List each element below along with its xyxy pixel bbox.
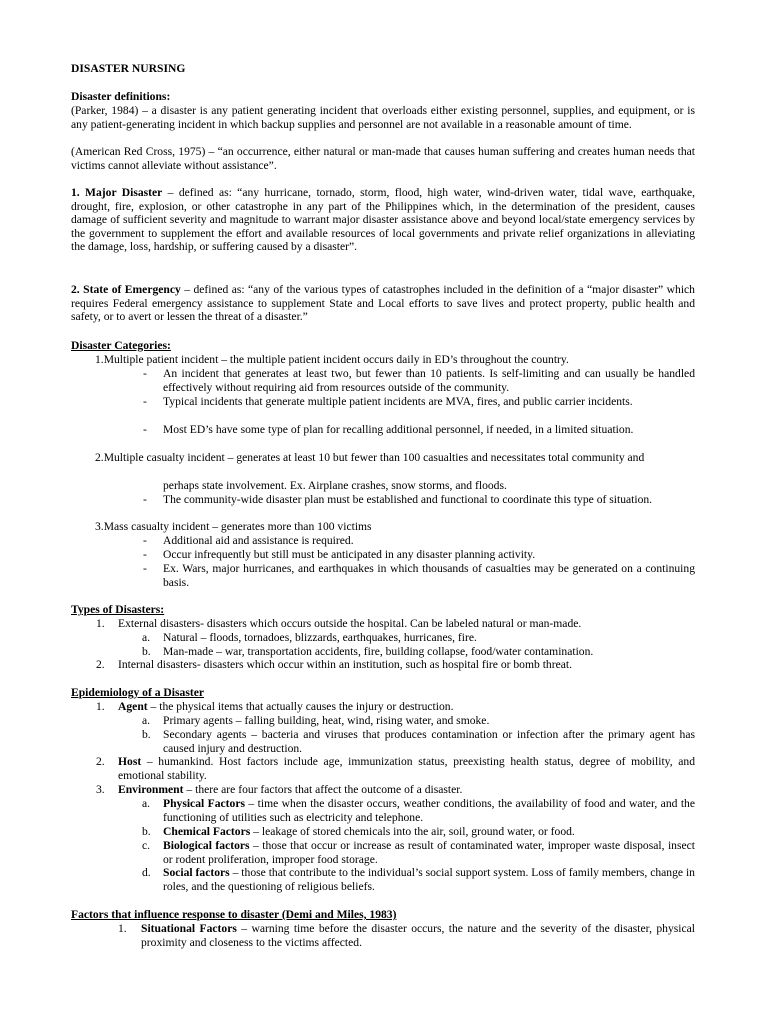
epi-agent-primary: Primary agents – falling building, heat, wind, rising water, and smoke. xyxy=(163,714,490,727)
env-biological xyxy=(163,839,695,866)
type-external: External disasters- disasters which occurs outside the hospital. Can be labeled natural or man-made. xyxy=(118,617,582,630)
env-social-text: – those that contribute to the individual’s social support system. Loss of family members, change in roles, and the questioning of religious beliefs. xyxy=(163,866,695,893)
type-man-made: Man-made – war, transportation accidents, fire, building collapse, food/water contamination. xyxy=(163,645,594,658)
env-social-label: Social factors xyxy=(163,866,230,879)
env-social xyxy=(163,866,695,893)
list-number: 1. xyxy=(118,922,127,935)
epi-agent-label: Agent xyxy=(118,700,148,713)
list-letter: b. xyxy=(142,728,151,741)
list-number: 2. xyxy=(96,755,105,768)
epi-agent-text: – the physical items that actually causes the injury or destruction. xyxy=(147,700,454,713)
factor-situational xyxy=(141,922,695,949)
bullet-dash: - xyxy=(143,367,147,380)
category-1-bullet: Typical incidents that generate multiple patient incidents are MVA, fires, and public carrier incidents. xyxy=(163,395,633,408)
env-physical-text: – time when the disaster occurs, weather conditions, the availability of food and water, and the functioning of utilities such as electricity and telephone. xyxy=(163,797,695,824)
category-3: 3.Mass casualty incident – generates more than 100 victims xyxy=(95,520,372,533)
bullet-dash: - xyxy=(143,395,147,408)
category-1: 1.Multiple patient incident – the multiple patient incident occurs daily in ED’s throughout the country. xyxy=(95,353,569,366)
category-2 xyxy=(95,451,695,465)
env-chemical-text: – leakage of stored chemicals into the air, soil, ground water, or food. xyxy=(250,825,575,838)
epi-agent-secondary: Secondary agents – bacteria and viruses that produces contamination or infection after the primary agent has caused injury and destruction. xyxy=(163,728,695,755)
epi-environment-text: – there are four factors that affect the outcome of a disaster. xyxy=(183,783,463,796)
list-letter: b. xyxy=(142,645,151,658)
major-disaster-text: – defined as: “any hurricane, tornado, storm, flood, high water, wind-driven water, tidal wave, earthquake, drought, fire, explosion, or other catastrophe in any part of the Philippines which, in the determination of the president, causes damage of sufficient severity and magnitude to warrant major disaster assistance above and beyond local/state emergency services by the government to supplement the effort and available resources of local governments and private relief organizations in alleviating the damage, loss, hardship, or suffering caused by a disaster”. xyxy=(71,186,695,254)
type-internal: Internal disasters- disasters which occur within an institution, such as hospital fire or bomb threat. xyxy=(118,658,572,671)
category-2-text: 2.Multiple casualty incident – generates at least 10 but fewer than 100 casualties and necessitates total community and xyxy=(95,451,645,464)
state-of-emergency-text: – defined as: “any of the various types of catastrophes included in the definition of a “major disaster” which requires Federal emergency assistance to supplement State and Local efforts to save lives and protect property, public health and safety, or to avert or lessen the threat of a disaster.” xyxy=(71,283,695,324)
category-3-bullet: Ex. Wars, major hurricanes, and earthquakes in which thousands of casualties may be generated on a continuing basis. xyxy=(163,562,695,589)
state-of-emergency-label: 2. State of Emergency xyxy=(71,283,181,296)
epi-agent xyxy=(118,700,695,714)
list-number: 1. xyxy=(96,617,105,630)
list-letter: b. xyxy=(142,825,151,838)
factors-heading: Factors that influence response to disaster (Demi and Miles, 1983) xyxy=(71,908,397,921)
factor-situational-label: Situational Factors xyxy=(141,922,237,935)
bullet-dash: - xyxy=(143,493,147,506)
page-title: DISASTER NURSING xyxy=(71,62,186,75)
list-number: 2. xyxy=(96,658,105,671)
env-physical-label: Physical Factors xyxy=(163,797,245,810)
epi-host xyxy=(118,755,695,782)
definition-parker: (Parker, 1984) – a disaster is any patient generating incident that overloads either existing personnel, supplies, and equipment, or is any patient-generating incident in which backup supplies and personnel are not available in a reasonable amount of time. xyxy=(71,104,695,131)
definition-red-cross: (American Red Cross, 1975) – “an occurrence, either natural or man-made that causes human suffering and creates human needs that victims cannot alleviate without assistance”. xyxy=(71,145,695,172)
epidemiology-heading: Epidemiology of a Disaster xyxy=(71,686,204,699)
list-letter: c. xyxy=(142,839,151,852)
category-1-bullet: Most ED’s have some type of plan for recalling additional personnel, if needed, in a limited situation. xyxy=(163,423,634,436)
epi-host-label: Host xyxy=(118,755,142,768)
categories-heading: Disaster Categories: xyxy=(71,339,171,352)
list-letter: a. xyxy=(142,797,151,810)
epi-host-text: – humankind. Host factors include age, immunization status, preexisting health status, degree of mobility, and emotional stability. xyxy=(118,755,695,782)
env-chemical-label: Chemical Factors xyxy=(163,825,251,838)
list-letter: d. xyxy=(142,866,151,879)
bullet-dash: - xyxy=(143,423,147,436)
env-physical xyxy=(163,797,695,824)
category-2-bullet: The community-wide disaster plan must be established and functional to coordinate this type of situation. xyxy=(163,493,653,506)
env-biological-text: – those that occur or increase as result of contaminated water, improper waste disposal, insect or rodent proliferation, improper food storage. xyxy=(163,839,695,866)
type-natural: Natural – floods, tornadoes, blizzards, earthquakes, hurricanes, fire. xyxy=(163,631,477,644)
env-biological-label: Biological factors xyxy=(163,839,250,852)
list-letter: a. xyxy=(142,631,151,644)
list-letter: a. xyxy=(142,714,151,727)
major-disaster-label: 1. Major Disaster xyxy=(71,186,163,199)
epi-environment-label: Environment xyxy=(118,783,184,796)
epi-environment xyxy=(118,783,695,797)
types-heading: Types of Disasters: xyxy=(71,603,165,616)
category-1-bullet: An incident that generates at least two, but fewer than 10 patients. Is self-limiting and can usually be handled effectively without requiring aid from resources outside of the community. xyxy=(163,367,695,394)
definitions-heading: Disaster definitions: xyxy=(71,90,171,103)
list-number: 3. xyxy=(96,783,105,796)
major-disaster-paragraph xyxy=(71,186,695,254)
factor-situational-text: – warning time before the disaster occurs, the nature and the severity of the disaster, physical proximity and closeness to the victims affected. xyxy=(141,922,695,949)
category-3-bullet: Additional aid and assistance is required. xyxy=(163,534,354,547)
category-2-continuation: perhaps state involvement. Ex. Airplane crashes, snow storms, and floods. xyxy=(163,479,507,492)
bullet-dash: - xyxy=(143,534,147,547)
category-3-bullet: Occur infrequently but still must be anticipated in any disaster planning activity. xyxy=(163,548,536,561)
bullet-dash: - xyxy=(143,562,147,575)
env-chemical xyxy=(163,825,695,839)
bullet-dash: - xyxy=(143,548,147,561)
state-of-emergency-paragraph xyxy=(71,283,695,324)
list-number: 1. xyxy=(96,700,105,713)
